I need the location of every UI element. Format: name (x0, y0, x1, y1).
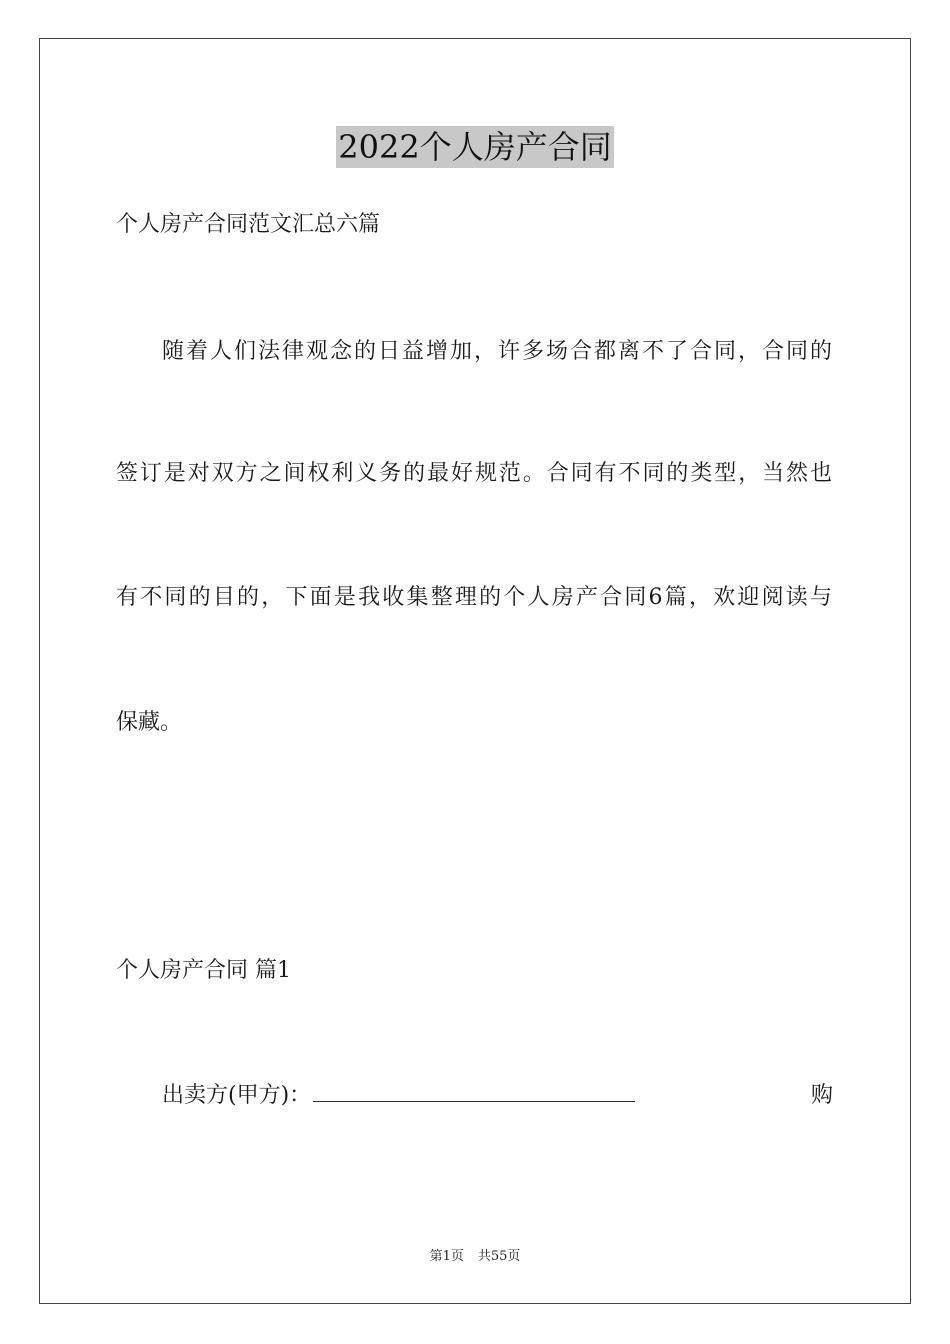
seller-line (162, 1081, 635, 1111)
intro-paragraph-line-4: 保藏。 (116, 710, 183, 735)
intro-paragraph-line-1: 随着人们法律观念的日益增加，许多场合都离不了合同，合同的 (162, 339, 832, 364)
seller-label: 出卖方(甲方)： (162, 1083, 312, 1108)
document-title: 2022个人房产合同 (338, 128, 612, 166)
section-heading: 个人房产合同 篇1 (116, 958, 291, 983)
intro-paragraph-line-3: 有不同的目的，下面是我收集整理的个人房产合同6篇，欢迎阅读与 (116, 585, 832, 610)
page-total: 共55页 (477, 1249, 521, 1264)
title-container (0, 126, 950, 168)
seller-blank-field[interactable] (313, 1081, 635, 1102)
page-number: 第1页 (429, 1249, 464, 1264)
buyer-label-fragment: 购 (811, 1083, 834, 1108)
document-subtitle: 个人房产合同范文汇总六篇 (116, 212, 381, 237)
intro-paragraph-line-2: 签订是对双方之间权利义务的最好规范。合同有不同的类型，当然也 (116, 461, 832, 486)
page-footer (0, 1248, 950, 1266)
